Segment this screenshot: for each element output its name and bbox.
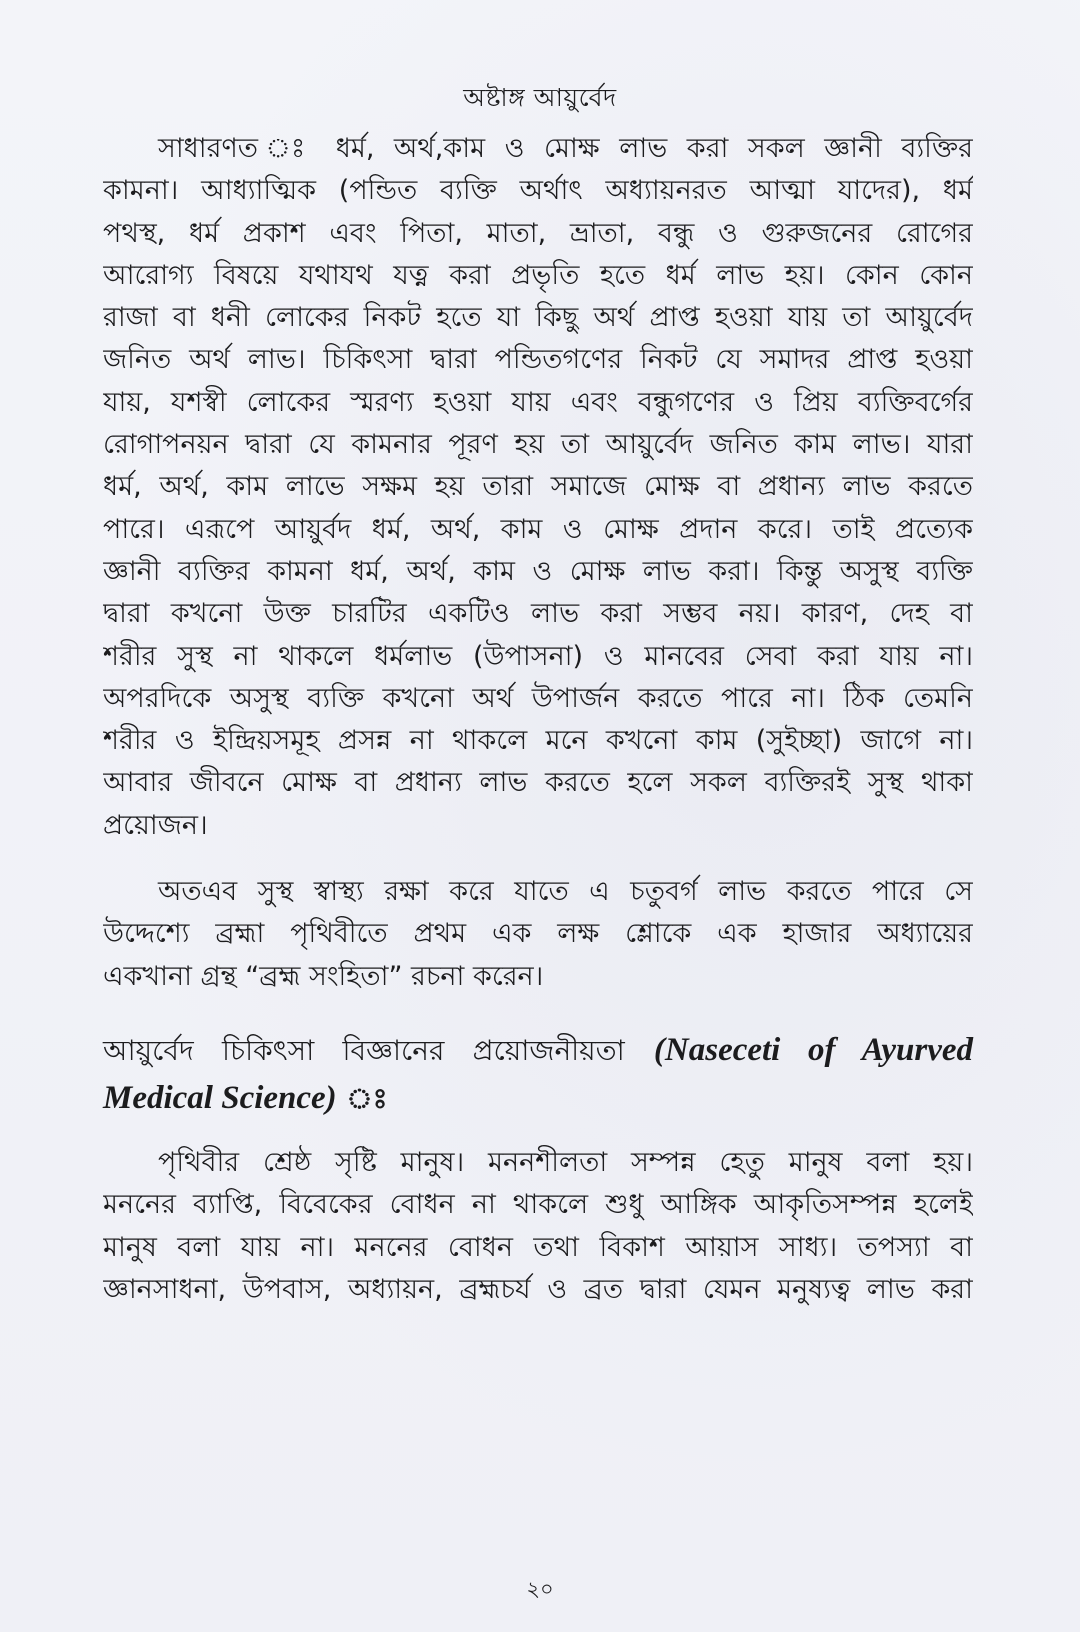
text-line: পারে। এরূপে আয়ুর্বদ ধর্ম, অর্থ, কাম ও মোক্ষ প্রদান করে। তাই প্রত্যেক — [103, 513, 973, 545]
text-line: শরীর সুস্থ না থাকলে ধর্মলাভ (উপাসনা) ও মানবের সেবা করা যায় না। — [103, 640, 973, 672]
text-line: জ্ঞানী ব্যক্তির কামনা ধর্ম, অর্থ, কাম ও মোক্ষ লাভ করা। কিন্তু অসুস্থ ব্যক্তি — [103, 555, 973, 587]
paragraph-3 — [103, 1142, 973, 1311]
text-line: দ্বারা কখনো উক্ত চারটির একটিও লাভ করা সম্ভব নয়। কারণ, দেহ বা — [103, 598, 973, 630]
paragraph-2 — [103, 871, 973, 998]
text-line: রাজা বা ধনী লোকের নিকট হতে যা কিছু অর্থ প্রাপ্ত হওয়া যায় তা আয়ুর্বেদ — [103, 302, 973, 334]
text-line: অপরদিকে অসুস্থ ব্যক্তি কখনো অর্থ উপার্জন করতে পারে না। ঠিক তেমনি — [103, 682, 973, 714]
text-line: মননের ব্যাপ্তি, বিবেকের বোধন না থাকলে শুধু আঙ্গিক আকৃতিসম্পন্ন হলেই — [103, 1189, 973, 1221]
text-line: আরোগ্য বিষয়ে যথাযথ যত্ন করা প্রভৃতি হতে ধর্ম লাভ হয়। কোন কোন — [103, 259, 973, 291]
running-head: অষ্টাঙ্গ আয়ুর্বেদ — [463, 83, 617, 112]
text-line: একখানা গ্রন্থ “ব্রহ্ম সংহিতা” রচনা করেন। — [103, 960, 544, 992]
paragraph-gap — [103, 998, 973, 1026]
text-line: ধর্ম, অর্থ, কাম লাভে সক্ষম হয় তারা সমাজে মোক্ষ বা প্রধান্য লাভ করতে — [103, 471, 973, 503]
text-line: রোগাপনয়ন দ্বারা যে কামনার পূরণ হয় তা আয়ুর্বেদ জনিত কাম লাভ। যারা — [103, 429, 973, 461]
text-line: আবার জীবনে মোক্ষ বা প্রধান্য লাভ করতে হলে সকল ব্যক্তিরই সুস্থ থাকা — [103, 767, 973, 799]
paragraph-gap — [103, 847, 973, 871]
paragraph-gap — [103, 1122, 973, 1142]
page-body — [103, 128, 973, 1311]
text-line: উদ্দেশ্যে ব্রহ্মা পৃথিবীতে প্রথম এক লক্ষ শ্লোকে এক হাজার অধ্যায়ের — [103, 918, 973, 950]
text-line: পৃথিবীর শ্রেষ্ঠ সৃষ্টি মানুষ। মননশীলতা সম্পন্ন হেতু মানুষ বলা হয়। — [158, 1146, 973, 1178]
text-line: কামনা। আধ্যাত্মিক (পন্ডিত ব্যক্তি অর্থাৎ অধ্যায়নরত আত্মা যাদের), ধর্ম — [103, 175, 973, 207]
page-number: ২০ — [526, 1577, 554, 1601]
text-line: সাধারণত ঃ ধর্ম, অর্থ,কাম ও মোক্ষ লাভ করা সকল জ্ঞানী ব্যক্তির — [158, 133, 973, 164]
section-heading-line-1 — [103, 1026, 973, 1074]
text-line: পথস্থ, ধর্ম প্রকাশ এবং পিতা, মাতা, ভ্রাতা, বন্ধু ও গুরুজনের রোগের — [103, 217, 973, 249]
section-heading-suffix: ঃ — [336, 1081, 388, 1115]
text-line: যায়, যশস্বী লোকের স্মরণ্য হওয়া যায় এবং বন্ধুগণের ও প্রিয় ব্যক্তিবর্গের — [103, 386, 973, 418]
text-line: জনিত অর্থ লাভ। চিকিৎসা দ্বারা পন্ডিতগণের নিকট যে সমাদর প্রাপ্ত হওয়া — [103, 344, 973, 376]
text-line: অতএব সুস্থ স্বাস্থ্য রক্ষা করে যাতে এ চতুবর্গ লাভ করতে পারে সে — [158, 876, 973, 908]
text-line: শরীর ও ইন্দ্রিয়সমূহ প্রসন্ন না থাকলে মনে কখনো কাম (সুইচ্ছা) জাগে না। — [103, 725, 973, 757]
section-heading-english-cont: Medical Science) — [103, 1079, 337, 1116]
section-heading-english: (Naseceti of Ayurved — [653, 1031, 974, 1068]
text-line: প্রয়োজন। — [103, 809, 208, 841]
paragraph-1 — [103, 128, 973, 847]
section-heading-line-2 — [103, 1074, 973, 1122]
section-heading — [103, 1026, 973, 1122]
section-heading-bengali: আয়ুর্বেদ চিকিৎসা বিজ্ঞানের প্রয়োজনীয়তা — [103, 1033, 625, 1067]
text-line: জ্ঞানসাধনা, উপবাস, অধ্যায়ন, ব্রহ্মচর্য ও ব্রত দ্বারা যেমন মনুষ্যত্ব লাভ করা — [103, 1273, 973, 1305]
text-line: মানুষ বলা যায় না। মননের বোধন তথা বিকাশ আয়াস সাধ্য। তপস্যা বা — [103, 1231, 973, 1263]
